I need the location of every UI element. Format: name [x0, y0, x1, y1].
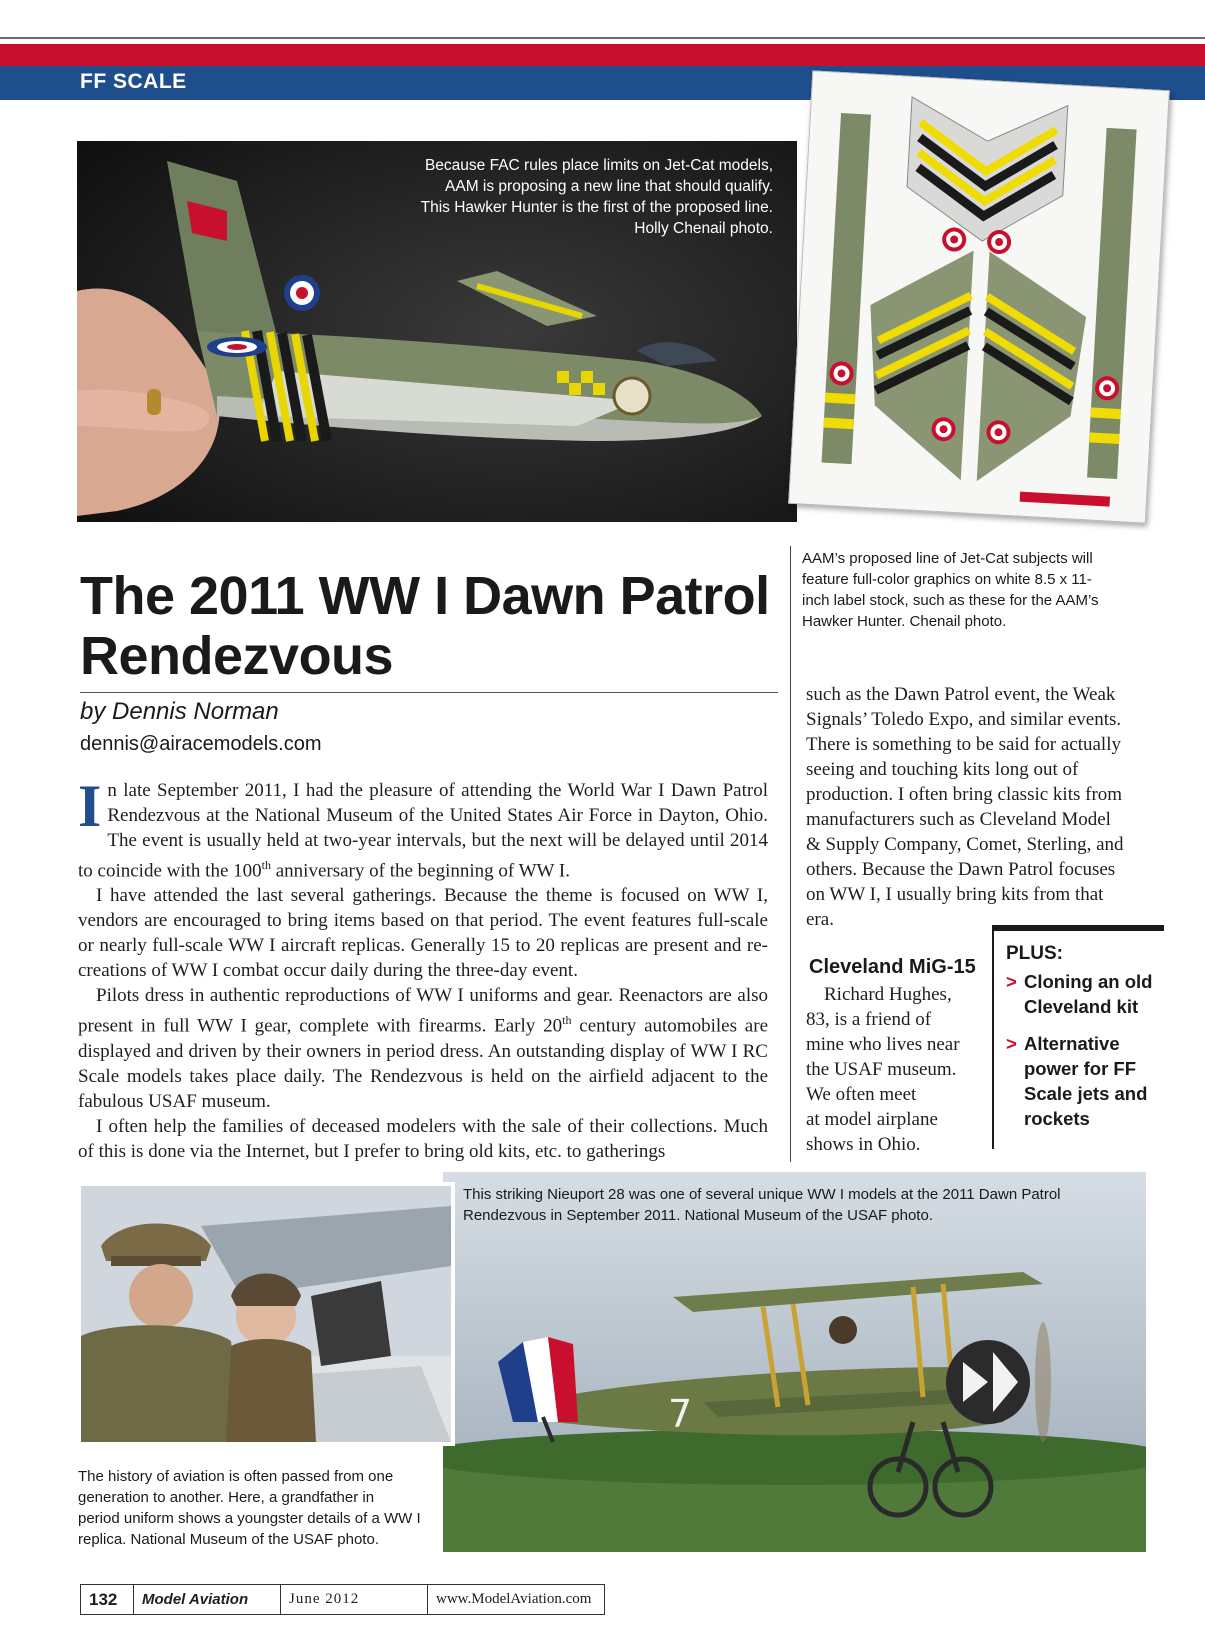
hunter-caption-line: Because FAC rules place limits on Jet-Cat models, — [424, 157, 773, 174]
decal-sheet-caption — [802, 548, 1142, 632]
paragraph-text: century automobiles are displayed and driven by their owners in period dress. An outstanding display of WW I RC Scale models takes place daily. The Rendezvous is held on the airfield adjacent to the fabulous USAF museum. — [78, 1015, 768, 1112]
paragraph — [78, 983, 768, 1113]
text-line: Signals’ Toledo Expo, and similar events. — [806, 709, 1122, 730]
paragraph: I often help the families of deceased modelers with the sale of their collections. Much of this is done via the Internet, but I prefer to bring old kits, etc. to gatherings — [78, 1115, 768, 1162]
sheet-caption-line: feature full-color graphics on white 8.5 x 11- — [802, 571, 1092, 588]
hunter-caption-line: Holly Chenail photo. — [634, 220, 773, 237]
magazine-name: Model Aviation — [134, 1585, 281, 1614]
text-line: era. — [806, 909, 834, 930]
plus-box — [992, 925, 1164, 1149]
nieuport-caption-line: Rendezvous in September 2011. National Museum of the USAF photo. — [463, 1207, 933, 1224]
subhead-cleveland-mig15: Cleveland MiG-15 — [809, 956, 976, 978]
chevron-right-icon: > — [1006, 1033, 1017, 1054]
text-line: production. I often bring classic kits from — [806, 784, 1123, 805]
svg-text:7: 7 — [668, 1392, 693, 1436]
article-body-col2 — [806, 682, 1146, 932]
sheet-caption-line: AAM’s proposed line of Jet-Cat subjects will — [802, 550, 1093, 567]
paragraph — [78, 773, 768, 883]
text-line: & Supply Company, Comet, Sterling, and — [806, 834, 1124, 855]
grandfather-caption-line: period uniform shows a youngster details of a WW I — [78, 1510, 421, 1527]
superscript: th — [562, 1013, 572, 1028]
text-line: on WW I, I usually bring kits from that — [806, 884, 1104, 905]
plus-item[interactable] — [1006, 1031, 1164, 1131]
drop-cap: I — [78, 773, 102, 839]
paragraph-text: anniversary of the beginning of WW I. — [270, 860, 570, 882]
decal-sheet-illustration — [789, 71, 1169, 522]
title-line: Rendezvous — [80, 626, 394, 686]
grandfather-caption-line: The history of aviation is often passed from one — [78, 1468, 394, 1485]
text-line: the USAF museum. — [806, 1059, 957, 1080]
hunter-caption-line: This Hawker Hunter is the first of the proposed line. — [420, 199, 773, 216]
issue-date: June 2012 — [281, 1585, 428, 1614]
grandfather-caption-line: replica. National Museum of the USAF photo. — [78, 1531, 379, 1548]
text-line: others. Because the Dawn Patrol focuses — [806, 859, 1116, 880]
website-link[interactable]: www.ModelAviation.com — [436, 1591, 592, 1607]
hunter-photo-caption — [353, 155, 773, 239]
sheet-caption-line: inch label stock, such as these for the AAM’s — [802, 592, 1099, 609]
plus-item[interactable] — [1006, 969, 1164, 1019]
text-line: We often meet — [806, 1084, 917, 1105]
text-line: Richard Hughes, — [824, 984, 952, 1005]
column-rule — [790, 546, 791, 1162]
nieuport-photo — [443, 1172, 1146, 1552]
section-label: FF SCALE — [80, 70, 187, 93]
header-band-red — [0, 44, 1205, 66]
grandfather-caption — [78, 1466, 438, 1550]
paragraph-text: n late September 2011, I had the pleasure of attending the World War I Dawn Patrol Rendezvous at the National Museum of the United States Air Force in Dayton, Ohio. The event is usually held at two-year intervals, but the next will be delayed until 2014 to coincide with the 100 — [78, 780, 768, 882]
author-email[interactable]: dennis@airacemodels.com — [80, 733, 322, 755]
text-line: at model airplane — [806, 1109, 938, 1130]
hawker-hunter-photo — [77, 141, 797, 522]
chevron-right-icon: > — [1006, 971, 1017, 992]
byline: by Dennis Norman — [80, 698, 279, 725]
nieuport-caption — [463, 1184, 1123, 1226]
text-line: manufacturers such as Cleveland Model — [806, 809, 1111, 830]
grandfather-caption-line: generation to another. Here, a grandfather in — [78, 1489, 375, 1506]
article-body-col1 — [78, 773, 768, 1164]
page-number: 132 — [81, 1585, 134, 1614]
hunter-caption-line: AAM is proposing a new line that should qualify. — [445, 178, 773, 195]
grandfather-illustration — [81, 1186, 451, 1442]
plus-item-label: Cloning an old Cleveland kit — [1024, 971, 1153, 1017]
article-title — [80, 566, 780, 686]
top-rule — [0, 37, 1205, 39]
sheet-caption-line: Hawker Hunter. Chenail photo. — [802, 613, 1007, 630]
grandfather-photo — [77, 1182, 455, 1446]
paragraph-text: Pilots dress in authentic reproductions of WW I uniforms and gear. Reenactors are also present in full WW I gear, complete with firearms. Early 20 — [78, 985, 768, 1037]
superscript: th — [261, 858, 271, 872]
title-rule — [80, 692, 778, 693]
text-line: mine who lives near — [806, 1034, 960, 1055]
decal-sheet-photo — [788, 70, 1170, 523]
article-body-col2-lower — [806, 982, 991, 1157]
text-line: shows in Ohio. — [806, 1134, 921, 1155]
plus-item-label: Alternative power for FF Scale jets and rockets — [1024, 1033, 1148, 1129]
plus-title: PLUS: — [1006, 943, 1063, 964]
page-footer — [80, 1584, 605, 1615]
text-line: seeing and touching kits long out of — [806, 759, 1079, 780]
text-line: There is something to be said for actually — [806, 734, 1121, 755]
paragraph: I have attended the last several gatherings. Because the theme is focused on WW I, vendors are encouraged to bring items based on that period. The event features full-scale or nearly full-scale WW I aircraft replicas. Generally 15 to 20 replicas are present and re-creations of WW I combat occur daily during the three-day event. — [78, 885, 768, 982]
nieuport-caption-line: This striking Nieuport 28 was one of several unique WW I models at the 2011 Dawn Patrol — [463, 1186, 1061, 1203]
title-line: The 2011 WW I Dawn Patrol — [80, 566, 770, 626]
text-line: such as the Dawn Patrol event, the Weak — [806, 684, 1116, 705]
nieuport-illustration — [443, 1172, 1146, 1552]
text-line: 83, is a friend of — [806, 1009, 932, 1030]
